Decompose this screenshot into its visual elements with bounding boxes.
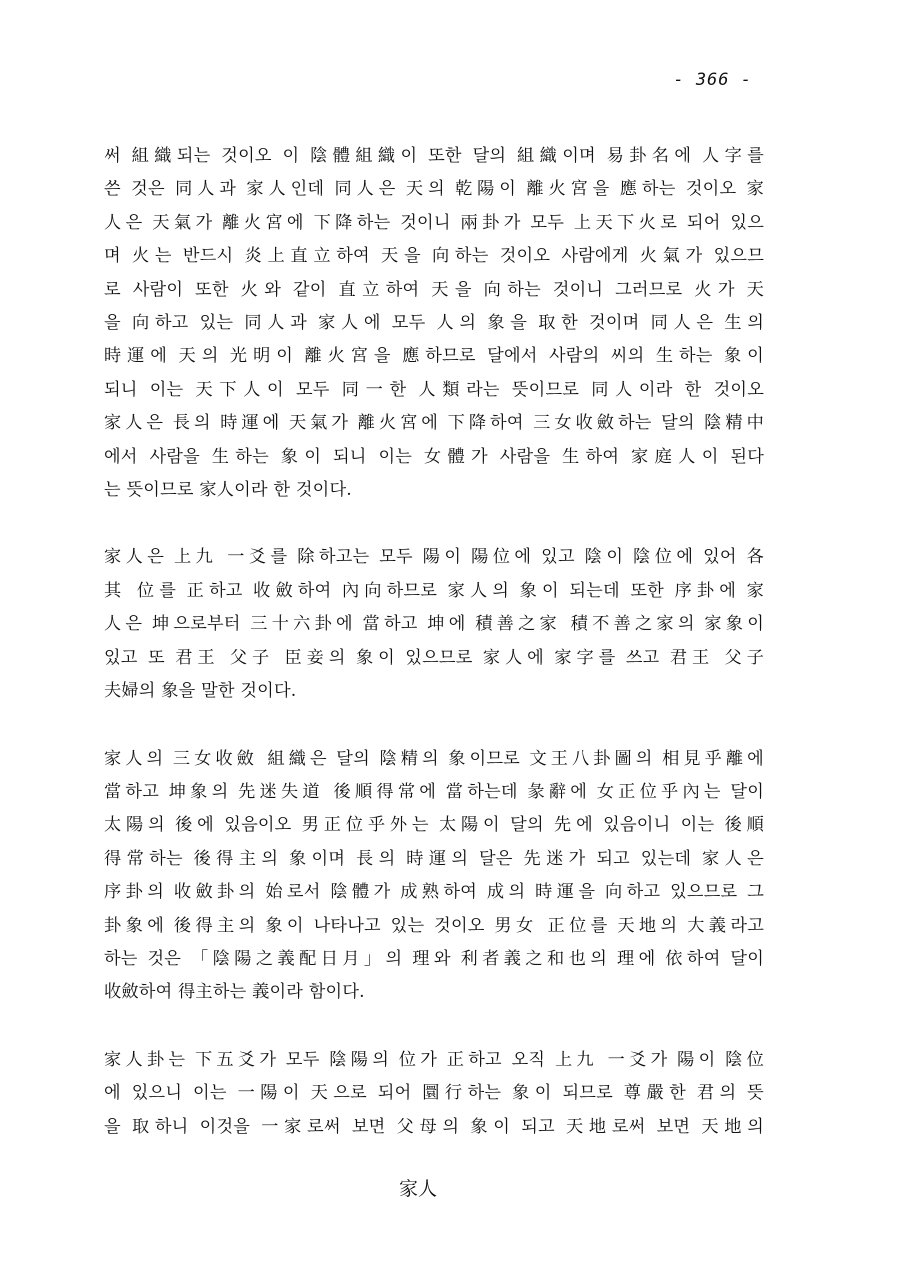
text-line: 하는 것은 「陰陽之義配日月」의 理와 利者義之和也의 理에 依하여 달이 [104, 948, 764, 969]
text-line: 家人은 長의 時運에 天氣가 離火宮에 下降하여 三女收斂하는 달의 陰精中 [104, 413, 764, 434]
text-line: 을 取하니 이것을 一家로써 보면 父母의 象이 되고 天地로써 보면 天地의 [104, 1116, 764, 1137]
text-line: 에서 사람을 生하는 象이 되니 이는 女體가 사람을 生하여 家庭人이 된다 [104, 446, 764, 467]
text-line: 되니 이는 天下人이 모두 同一한 人類라는 뜻이므로 同人이라 한 것이오 [104, 379, 764, 400]
paragraph [104, 743, 764, 1010]
paragraph [104, 1044, 764, 1144]
text-line: 夫婦의 象을 말한 것이다. [104, 681, 297, 702]
paragraph [104, 541, 764, 708]
text-line: 家人은 上九 一爻를 除하고는 모두 陽이 陽位에 있고 陰이 陰位에 있어 各 [104, 547, 764, 568]
text-line: 있고 또 君王 父子 臣妾의 象이 있으므로 家人에 家字를 쓰고 君王 父子 [104, 647, 764, 668]
text-line: 當하고 坤象의 先迷失道 後順得常에 當하는데 彖辭에 女正位乎內는 달이 [104, 781, 764, 802]
text-line: 人은 坤으로부터 三十六卦에 當하고 坤에 積善之家 積不善之家의 家象이 [104, 614, 764, 635]
text-line: 卦象에 後得主의 象이 나타나고 있는 것이오 男女 正位를 天地의 大義라고 [104, 915, 764, 936]
text-line: 收斂하여 得主하는 義이라 함이다. [104, 982, 365, 1003]
text-line: 써 組織되는 것이오 이 陰體組織이 또한 달의 組織이며 易卦名에 人字를 [104, 146, 764, 166]
text-line: 得常하는 後得主의 象이며 長의 時運의 달은 先迷가 되고 있는데 家人은 [104, 848, 764, 869]
text-line: 에 있으니 이는 一陽이 天으로 되어 圜行하는 象이 되므로 尊嚴한 君의 뜻 [104, 1083, 764, 1104]
text-line: 쓴 것은 同人과 家人인데 同人은 天의 乾陽이 離火宮을 應하는 것이오 家 [104, 179, 764, 200]
page-number: - 366 - [673, 70, 752, 90]
text-line: 太陽의 後에 있음이오 男正位乎外는 太陽이 달의 先에 있음이니 이는 後順 [104, 815, 764, 836]
text-line: 로 사람이 또한 火와 같이 直立하여 天을 向하는 것이니 그러므로 火가 天 [104, 279, 764, 300]
body-text [104, 140, 764, 1178]
text-line: 人은 天氣가 離火宮에 下降하는 것이니 兩卦가 모두 上天下火로 되어 있으 [104, 212, 764, 233]
text-line: 時運에 天의 光明이 離火宮을 應하므로 달에서 사람의 씨의 生하는 象이 [104, 346, 764, 367]
text-line: 家人의 三女收斂 組織은 달의 陰精의 象이므로 文王八卦圖의 相見乎離에 [104, 748, 764, 769]
text-line: 序卦의 收斂卦의 始로서 陰體가 成熟하여 成의 時運을 向하고 있으므로 그 [104, 882, 764, 903]
paragraph [104, 140, 764, 507]
text-line: 는 뜻이므로 家人이라 한 것이다. [104, 480, 352, 501]
text-line: 其 位를 正하고 收斂하여 內向하므로 家人의 象이 되는데 또한 序卦에 家 [104, 580, 764, 601]
text-line: 家人卦는 下五爻가 모두 陰陽의 位가 正하고 오직 上九 一爻가 陽이 陰位 [104, 1049, 764, 1070]
text-line: 며 火는 반드시 炎上直立하여 天을 向하는 것이오 사람에게 火氣가 있으므 [104, 246, 764, 267]
text-line: 을 向하고 있는 同人과 家人에 모두 人의 象을 取한 것이며 同人은 生의 [104, 313, 764, 334]
footer-title: 家人 [398, 1178, 437, 1200]
